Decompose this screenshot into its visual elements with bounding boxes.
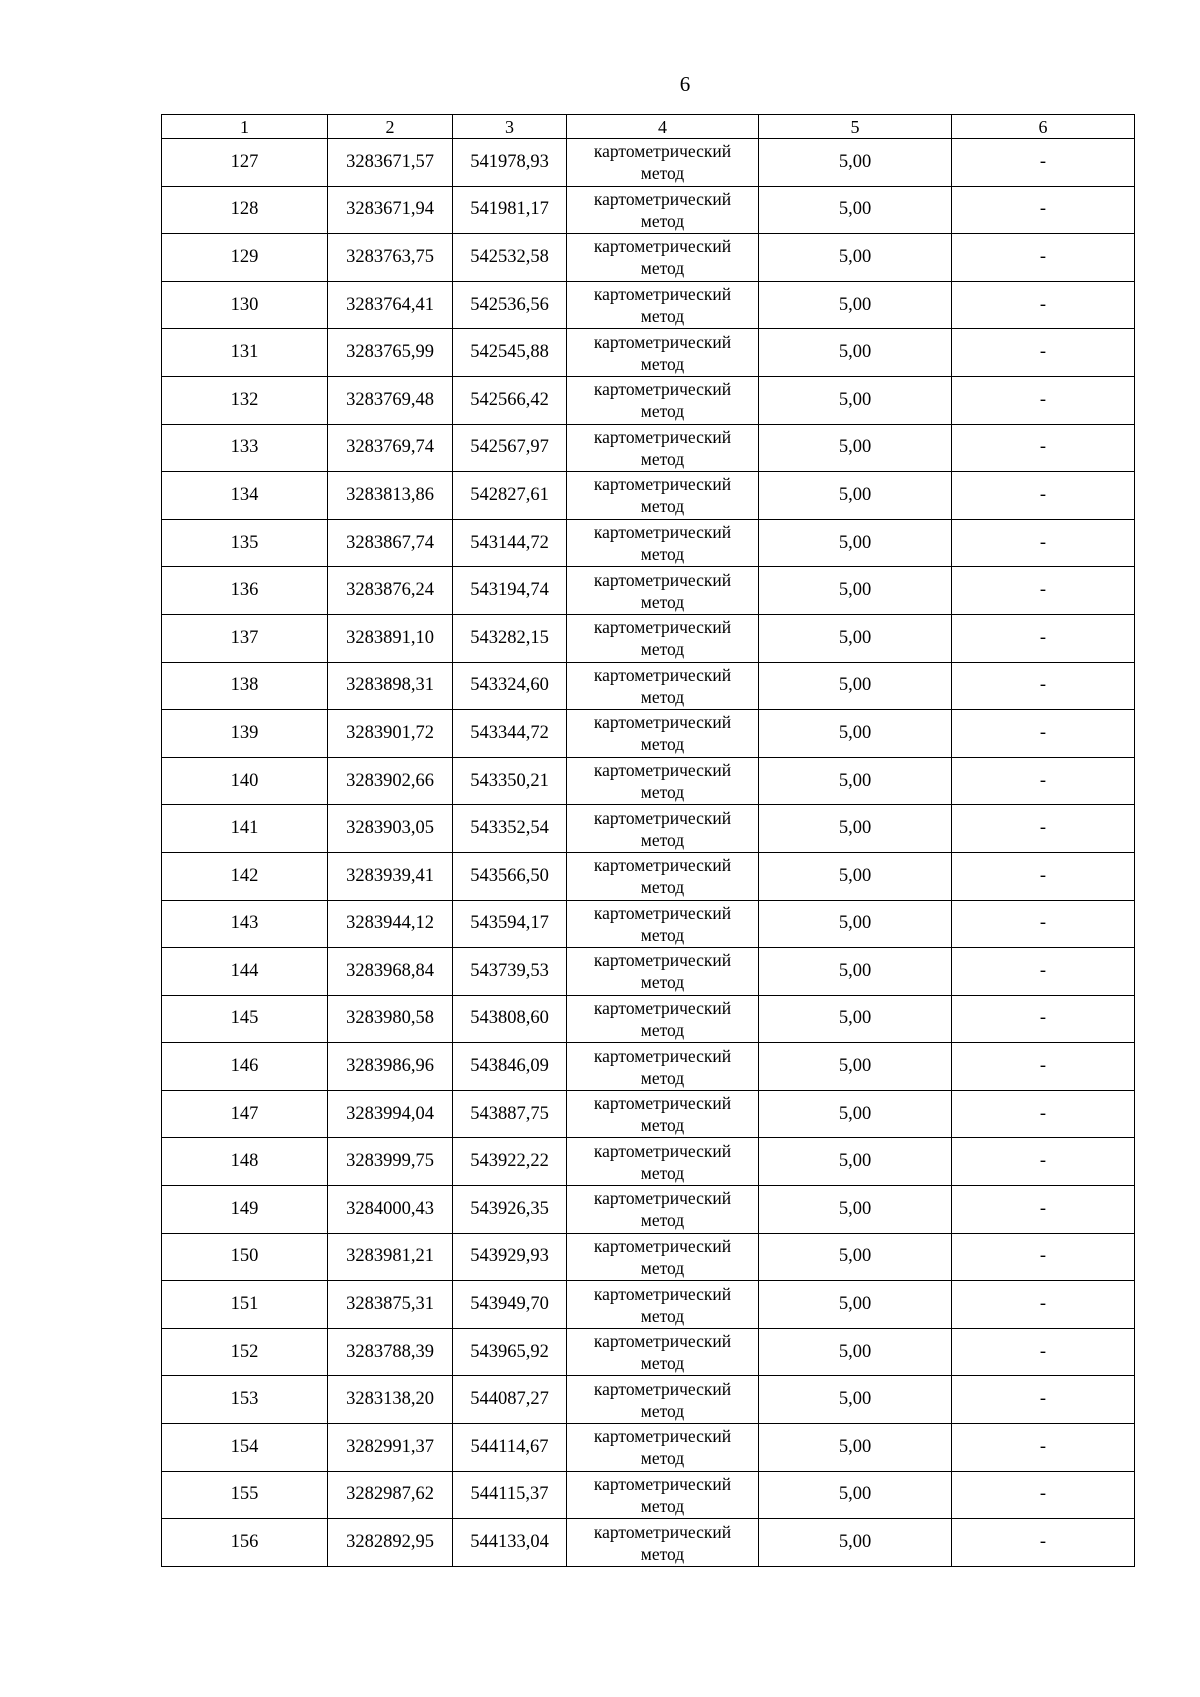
y-coordinate-cell: 543350,21 bbox=[453, 757, 567, 805]
precision-cell: 5,00 bbox=[759, 1233, 952, 1281]
point-number-cell: 128 bbox=[162, 186, 328, 234]
note-cell: - bbox=[952, 472, 1135, 520]
precision-cell: 5,00 bbox=[759, 948, 952, 996]
table-header bbox=[162, 115, 1135, 139]
table-row bbox=[162, 424, 1135, 472]
y-coordinate-cell: 543846,09 bbox=[453, 1043, 567, 1091]
point-number-cell: 127 bbox=[162, 139, 328, 187]
point-number-cell: 155 bbox=[162, 1471, 328, 1519]
table-row bbox=[162, 1281, 1135, 1329]
y-coordinate-cell: 543887,75 bbox=[453, 1090, 567, 1138]
method-line-2: метод bbox=[640, 544, 685, 565]
note-cell: - bbox=[952, 757, 1135, 805]
x-coordinate-cell: 3283764,41 bbox=[328, 281, 453, 329]
x-coordinate-cell: 3283813,86 bbox=[328, 472, 453, 520]
x-coordinate-cell: 3284000,43 bbox=[328, 1186, 453, 1234]
method-cell bbox=[567, 519, 759, 567]
precision-cell: 5,00 bbox=[759, 1424, 952, 1472]
method-line-1: картометрический bbox=[593, 1283, 732, 1304]
x-coordinate-cell: 3283875,31 bbox=[328, 1281, 453, 1329]
y-coordinate-cell: 544087,27 bbox=[453, 1376, 567, 1424]
method-line-2: метод bbox=[640, 1115, 685, 1136]
x-coordinate-cell: 3283671,57 bbox=[328, 139, 453, 187]
table-row bbox=[162, 995, 1135, 1043]
header-col-6: 6 bbox=[952, 115, 1135, 139]
method-cell bbox=[567, 710, 759, 758]
method-line-2: метод bbox=[640, 1257, 685, 1278]
method-line-2: метод bbox=[640, 877, 685, 898]
table-row bbox=[162, 1090, 1135, 1138]
point-number-cell: 151 bbox=[162, 1281, 328, 1329]
method-cell bbox=[567, 852, 759, 900]
method-line-2: метод bbox=[640, 1448, 685, 1469]
point-number-cell: 147 bbox=[162, 1090, 328, 1138]
method-cell bbox=[567, 1328, 759, 1376]
note-cell: - bbox=[952, 1471, 1135, 1519]
method-cell bbox=[567, 1186, 759, 1234]
point-number-cell: 133 bbox=[162, 424, 328, 472]
table-row bbox=[162, 1138, 1135, 1186]
point-number-cell: 148 bbox=[162, 1138, 328, 1186]
x-coordinate-cell: 3283901,72 bbox=[328, 710, 453, 758]
table-body bbox=[162, 139, 1135, 1567]
method-line-1: картометрический bbox=[593, 950, 732, 971]
method-line-2: метод bbox=[640, 686, 685, 707]
note-cell: - bbox=[952, 1376, 1135, 1424]
note-cell: - bbox=[952, 234, 1135, 282]
precision-cell: 5,00 bbox=[759, 614, 952, 662]
point-number-cell: 153 bbox=[162, 1376, 328, 1424]
table-row bbox=[162, 1424, 1135, 1472]
x-coordinate-cell: 3283903,05 bbox=[328, 805, 453, 853]
point-number-cell: 135 bbox=[162, 519, 328, 567]
method-line-2: метод bbox=[640, 639, 685, 660]
precision-cell: 5,00 bbox=[759, 1376, 952, 1424]
x-coordinate-cell: 3283999,75 bbox=[328, 1138, 453, 1186]
method-line-2: метод bbox=[640, 163, 685, 184]
x-coordinate-cell: 3282991,37 bbox=[328, 1424, 453, 1472]
note-cell: - bbox=[952, 805, 1135, 853]
note-cell: - bbox=[952, 1138, 1135, 1186]
note-cell: - bbox=[952, 710, 1135, 758]
method-cell bbox=[567, 900, 759, 948]
x-coordinate-cell: 3283876,24 bbox=[328, 567, 453, 615]
precision-cell: 5,00 bbox=[759, 281, 952, 329]
method-cell bbox=[567, 757, 759, 805]
method-line-1: картометрический bbox=[593, 1378, 732, 1399]
x-coordinate-cell: 3283986,96 bbox=[328, 1043, 453, 1091]
method-cell bbox=[567, 995, 759, 1043]
table-row bbox=[162, 234, 1135, 282]
table-row bbox=[162, 1376, 1135, 1424]
method-cell bbox=[567, 1281, 759, 1329]
note-cell: - bbox=[952, 424, 1135, 472]
precision-cell: 5,00 bbox=[759, 329, 952, 377]
method-line-2: метод bbox=[640, 1067, 685, 1088]
method-cell bbox=[567, 567, 759, 615]
precision-cell: 5,00 bbox=[759, 1186, 952, 1234]
header-col-2: 2 bbox=[328, 115, 453, 139]
point-number-cell: 130 bbox=[162, 281, 328, 329]
y-coordinate-cell: 543949,70 bbox=[453, 1281, 567, 1329]
x-coordinate-cell: 3283944,12 bbox=[328, 900, 453, 948]
table-row bbox=[162, 186, 1135, 234]
table-row bbox=[162, 614, 1135, 662]
x-coordinate-cell: 3283763,75 bbox=[328, 234, 453, 282]
precision-cell: 5,00 bbox=[759, 567, 952, 615]
y-coordinate-cell: 543344,72 bbox=[453, 710, 567, 758]
precision-cell: 5,00 bbox=[759, 519, 952, 567]
precision-cell: 5,00 bbox=[759, 376, 952, 424]
point-number-cell: 143 bbox=[162, 900, 328, 948]
y-coordinate-cell: 543739,53 bbox=[453, 948, 567, 996]
note-cell: - bbox=[952, 329, 1135, 377]
method-line-2: метод bbox=[640, 829, 685, 850]
method-line-1: картометрический bbox=[593, 141, 732, 162]
precision-cell: 5,00 bbox=[759, 139, 952, 187]
y-coordinate-cell: 542532,58 bbox=[453, 234, 567, 282]
point-number-cell: 142 bbox=[162, 852, 328, 900]
table-row bbox=[162, 281, 1135, 329]
point-number-cell: 144 bbox=[162, 948, 328, 996]
note-cell: - bbox=[952, 995, 1135, 1043]
y-coordinate-cell: 543352,54 bbox=[453, 805, 567, 853]
method-line-2: метод bbox=[640, 1495, 685, 1516]
method-line-2: метод bbox=[640, 401, 685, 422]
y-coordinate-cell: 543566,50 bbox=[453, 852, 567, 900]
point-number-cell: 152 bbox=[162, 1328, 328, 1376]
method-cell bbox=[567, 1519, 759, 1567]
method-line-1: картометрический bbox=[593, 664, 732, 685]
y-coordinate-cell: 544114,67 bbox=[453, 1424, 567, 1472]
method-cell bbox=[567, 139, 759, 187]
note-cell: - bbox=[952, 1186, 1135, 1234]
point-number-cell: 156 bbox=[162, 1519, 328, 1567]
y-coordinate-cell: 542827,61 bbox=[453, 472, 567, 520]
method-line-2: метод bbox=[640, 1543, 685, 1564]
y-coordinate-cell: 542536,56 bbox=[453, 281, 567, 329]
method-line-1: картометрический bbox=[593, 1426, 732, 1447]
y-coordinate-cell: 543194,74 bbox=[453, 567, 567, 615]
method-cell bbox=[567, 948, 759, 996]
method-line-1: картометрический bbox=[593, 1045, 732, 1066]
method-line-2: метод bbox=[640, 591, 685, 612]
method-cell bbox=[567, 614, 759, 662]
method-line-2: метод bbox=[640, 306, 685, 327]
note-cell: - bbox=[952, 1424, 1135, 1472]
note-cell: - bbox=[952, 139, 1135, 187]
precision-cell: 5,00 bbox=[759, 900, 952, 948]
method-line-1: картометрический bbox=[593, 1521, 732, 1542]
x-coordinate-cell: 3282892,95 bbox=[328, 1519, 453, 1567]
method-cell bbox=[567, 281, 759, 329]
note-cell: - bbox=[952, 1090, 1135, 1138]
y-coordinate-cell: 543282,15 bbox=[453, 614, 567, 662]
method-cell bbox=[567, 1043, 759, 1091]
method-line-1: картометрический bbox=[593, 426, 732, 447]
precision-cell: 5,00 bbox=[759, 1281, 952, 1329]
method-cell bbox=[567, 1424, 759, 1472]
x-coordinate-cell: 3283769,74 bbox=[328, 424, 453, 472]
table-row bbox=[162, 1471, 1135, 1519]
y-coordinate-cell: 543594,17 bbox=[453, 900, 567, 948]
precision-cell: 5,00 bbox=[759, 1328, 952, 1376]
method-line-1: картометрический bbox=[593, 712, 732, 733]
method-line-1: картометрический bbox=[593, 855, 732, 876]
y-coordinate-cell: 543965,92 bbox=[453, 1328, 567, 1376]
table-row bbox=[162, 1186, 1135, 1234]
precision-cell: 5,00 bbox=[759, 662, 952, 710]
table-row bbox=[162, 757, 1135, 805]
header-row bbox=[162, 115, 1135, 139]
note-cell: - bbox=[952, 614, 1135, 662]
method-line-2: метод bbox=[640, 210, 685, 231]
method-line-2: метод bbox=[640, 1400, 685, 1421]
method-line-1: картометрический bbox=[593, 1093, 732, 1114]
y-coordinate-cell: 543144,72 bbox=[453, 519, 567, 567]
x-coordinate-cell: 3283788,39 bbox=[328, 1328, 453, 1376]
table-row bbox=[162, 472, 1135, 520]
note-cell: - bbox=[952, 567, 1135, 615]
method-line-1: картометрический bbox=[593, 902, 732, 923]
note-cell: - bbox=[952, 1233, 1135, 1281]
precision-cell: 5,00 bbox=[759, 852, 952, 900]
method-line-1: картометрический bbox=[593, 284, 732, 305]
point-number-cell: 134 bbox=[162, 472, 328, 520]
table-row bbox=[162, 376, 1135, 424]
precision-cell: 5,00 bbox=[759, 805, 952, 853]
table-row bbox=[162, 329, 1135, 377]
y-coordinate-cell: 542566,42 bbox=[453, 376, 567, 424]
method-line-2: метод bbox=[640, 972, 685, 993]
method-line-2: метод bbox=[640, 782, 685, 803]
table-row bbox=[162, 900, 1135, 948]
precision-cell: 5,00 bbox=[759, 234, 952, 282]
method-line-1: картометрический bbox=[593, 617, 732, 638]
table-row bbox=[162, 139, 1135, 187]
point-number-cell: 140 bbox=[162, 757, 328, 805]
method-line-1: картометрический bbox=[593, 474, 732, 495]
precision-cell: 5,00 bbox=[759, 1519, 952, 1567]
point-number-cell: 129 bbox=[162, 234, 328, 282]
table-row bbox=[162, 662, 1135, 710]
precision-cell: 5,00 bbox=[759, 1090, 952, 1138]
note-cell: - bbox=[952, 900, 1135, 948]
precision-cell: 5,00 bbox=[759, 424, 952, 472]
method-line-1: картометрический bbox=[593, 997, 732, 1018]
coordinates-table bbox=[161, 114, 1135, 1567]
header-col-3: 3 bbox=[453, 115, 567, 139]
method-line-1: картометрический bbox=[593, 1140, 732, 1161]
method-line-2: метод bbox=[640, 1210, 685, 1231]
table-row bbox=[162, 1043, 1135, 1091]
y-coordinate-cell: 543929,93 bbox=[453, 1233, 567, 1281]
point-number-cell: 141 bbox=[162, 805, 328, 853]
precision-cell: 5,00 bbox=[759, 186, 952, 234]
table-row bbox=[162, 805, 1135, 853]
x-coordinate-cell: 3283867,74 bbox=[328, 519, 453, 567]
x-coordinate-cell: 3283769,48 bbox=[328, 376, 453, 424]
point-number-cell: 145 bbox=[162, 995, 328, 1043]
method-line-2: метод bbox=[640, 1353, 685, 1374]
note-cell: - bbox=[952, 186, 1135, 234]
y-coordinate-cell: 543922,22 bbox=[453, 1138, 567, 1186]
point-number-cell: 138 bbox=[162, 662, 328, 710]
method-line-1: картометрический bbox=[593, 760, 732, 781]
point-number-cell: 150 bbox=[162, 1233, 328, 1281]
table-row bbox=[162, 948, 1135, 996]
method-cell bbox=[567, 1138, 759, 1186]
x-coordinate-cell: 3283939,41 bbox=[328, 852, 453, 900]
precision-cell: 5,00 bbox=[759, 472, 952, 520]
precision-cell: 5,00 bbox=[759, 1043, 952, 1091]
y-coordinate-cell: 544133,04 bbox=[453, 1519, 567, 1567]
method-line-2: метод bbox=[640, 448, 685, 469]
y-coordinate-cell: 544115,37 bbox=[453, 1471, 567, 1519]
table-row bbox=[162, 519, 1135, 567]
method-cell bbox=[567, 424, 759, 472]
precision-cell: 5,00 bbox=[759, 995, 952, 1043]
x-coordinate-cell: 3283968,84 bbox=[328, 948, 453, 996]
y-coordinate-cell: 542545,88 bbox=[453, 329, 567, 377]
x-coordinate-cell: 3282987,62 bbox=[328, 1471, 453, 1519]
x-coordinate-cell: 3283981,21 bbox=[328, 1233, 453, 1281]
method-cell bbox=[567, 662, 759, 710]
note-cell: - bbox=[952, 519, 1135, 567]
method-line-2: метод bbox=[640, 734, 685, 755]
table-row bbox=[162, 710, 1135, 758]
point-number-cell: 137 bbox=[162, 614, 328, 662]
x-coordinate-cell: 3283980,58 bbox=[328, 995, 453, 1043]
method-cell bbox=[567, 329, 759, 377]
method-line-1: картометрический bbox=[593, 522, 732, 543]
x-coordinate-cell: 3283138,20 bbox=[328, 1376, 453, 1424]
note-cell: - bbox=[952, 662, 1135, 710]
method-line-1: картометрический bbox=[593, 569, 732, 590]
method-line-1: картометрический bbox=[593, 1235, 732, 1256]
method-line-2: метод bbox=[640, 1019, 685, 1040]
method-line-2: метод bbox=[640, 924, 685, 945]
method-cell bbox=[567, 1233, 759, 1281]
header-col-4: 4 bbox=[567, 115, 759, 139]
table-row bbox=[162, 1328, 1135, 1376]
point-number-cell: 132 bbox=[162, 376, 328, 424]
point-number-cell: 154 bbox=[162, 1424, 328, 1472]
method-cell bbox=[567, 1090, 759, 1138]
method-cell bbox=[567, 472, 759, 520]
method-line-1: картометрический bbox=[593, 1473, 732, 1494]
precision-cell: 5,00 bbox=[759, 710, 952, 758]
precision-cell: 5,00 bbox=[759, 1138, 952, 1186]
y-coordinate-cell: 543324,60 bbox=[453, 662, 567, 710]
method-cell bbox=[567, 805, 759, 853]
page-number: 6 bbox=[679, 72, 691, 96]
table-row bbox=[162, 852, 1135, 900]
point-number-cell: 149 bbox=[162, 1186, 328, 1234]
method-line-1: картометрический bbox=[593, 1331, 732, 1352]
method-cell bbox=[567, 186, 759, 234]
x-coordinate-cell: 3283891,10 bbox=[328, 614, 453, 662]
y-coordinate-cell: 541981,17 bbox=[453, 186, 567, 234]
note-cell: - bbox=[952, 852, 1135, 900]
note-cell: - bbox=[952, 1328, 1135, 1376]
x-coordinate-cell: 3283671,94 bbox=[328, 186, 453, 234]
method-line-1: картометрический bbox=[593, 188, 732, 209]
point-number-cell: 146 bbox=[162, 1043, 328, 1091]
method-cell bbox=[567, 1376, 759, 1424]
method-cell bbox=[567, 376, 759, 424]
method-line-1: картометрический bbox=[593, 1188, 732, 1209]
point-number-cell: 139 bbox=[162, 710, 328, 758]
method-line-2: метод bbox=[640, 258, 685, 279]
method-line-1: картометрический bbox=[593, 236, 732, 257]
method-cell bbox=[567, 234, 759, 282]
method-line-1: картометрический bbox=[593, 331, 732, 352]
note-cell: - bbox=[952, 1519, 1135, 1567]
method-cell bbox=[567, 1471, 759, 1519]
note-cell: - bbox=[952, 1281, 1135, 1329]
method-line-2: метод bbox=[640, 353, 685, 374]
x-coordinate-cell: 3283994,04 bbox=[328, 1090, 453, 1138]
header-col-1: 1 bbox=[162, 115, 328, 139]
y-coordinate-cell: 541978,93 bbox=[453, 139, 567, 187]
method-line-1: картометрический bbox=[593, 379, 732, 400]
x-coordinate-cell: 3283765,99 bbox=[328, 329, 453, 377]
table-row bbox=[162, 1519, 1135, 1567]
y-coordinate-cell: 542567,97 bbox=[453, 424, 567, 472]
header-col-5: 5 bbox=[759, 115, 952, 139]
table-row bbox=[162, 567, 1135, 615]
y-coordinate-cell: 543926,35 bbox=[453, 1186, 567, 1234]
note-cell: - bbox=[952, 376, 1135, 424]
method-line-2: метод bbox=[640, 1305, 685, 1326]
note-cell: - bbox=[952, 281, 1135, 329]
x-coordinate-cell: 3283898,31 bbox=[328, 662, 453, 710]
note-cell: - bbox=[952, 948, 1135, 996]
table-row bbox=[162, 1233, 1135, 1281]
precision-cell: 5,00 bbox=[759, 757, 952, 805]
note-cell: - bbox=[952, 1043, 1135, 1091]
method-line-1: картометрический bbox=[593, 807, 732, 828]
point-number-cell: 136 bbox=[162, 567, 328, 615]
y-coordinate-cell: 543808,60 bbox=[453, 995, 567, 1043]
point-number-cell: 131 bbox=[162, 329, 328, 377]
x-coordinate-cell: 3283902,66 bbox=[328, 757, 453, 805]
method-line-2: метод bbox=[640, 1162, 685, 1183]
precision-cell: 5,00 bbox=[759, 1471, 952, 1519]
method-line-2: метод bbox=[640, 496, 685, 517]
